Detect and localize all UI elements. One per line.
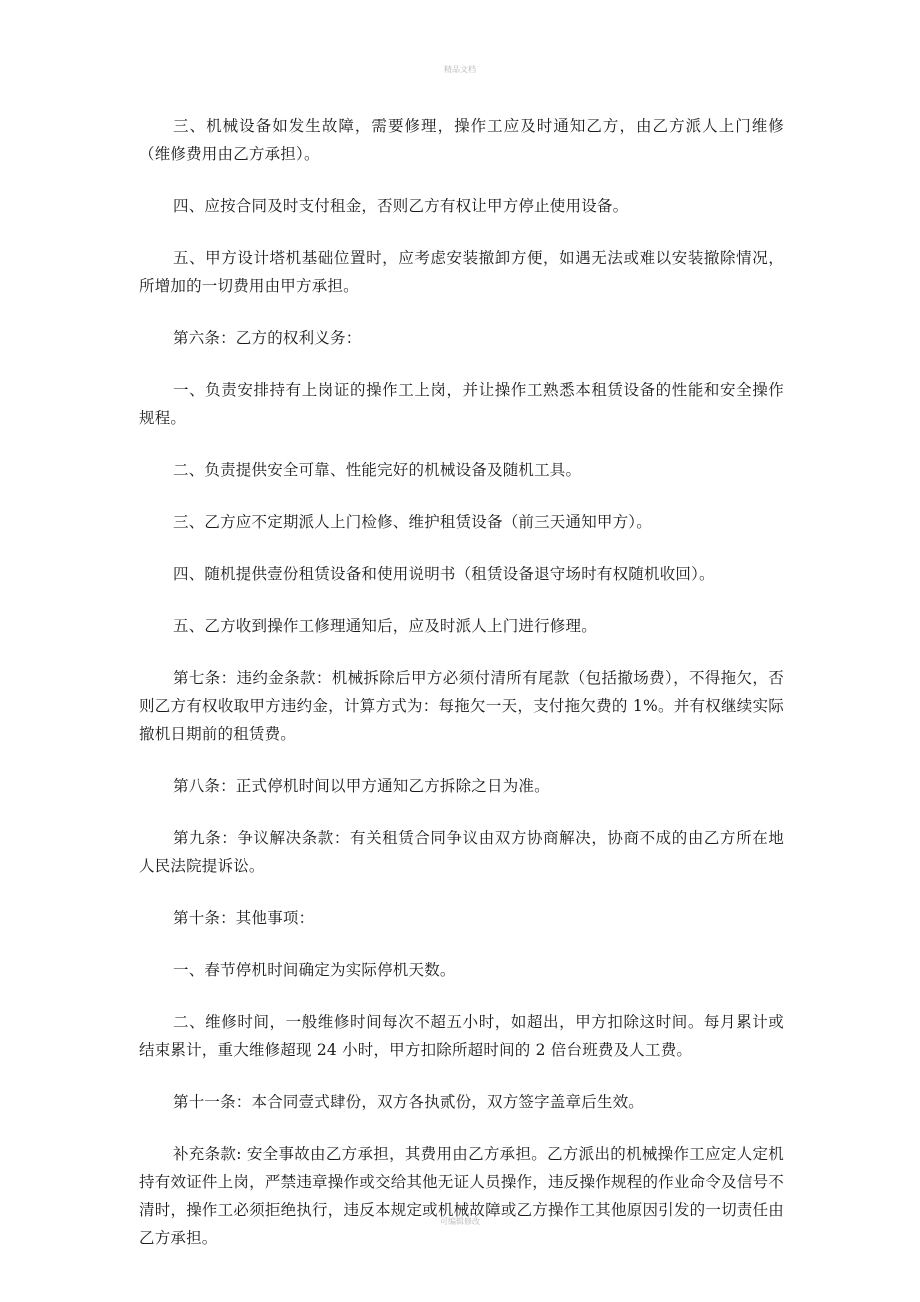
paragraph-article-8-stop-time: 第八条：正式停机时间以甲方通知乙方拆除之日为准。 bbox=[173, 777, 550, 795]
heading-article-6: 第六条：乙方的权利义务： bbox=[173, 329, 362, 347]
paragraph-article-10-item-2: 二、维修时间，一般维修时间每次不超五小时，如超出，甲方扣除这时间。每月累计或结束累计，重大维修超现 24 小时，甲方扣除所超时间的 2 倍台班费及人工费。 bbox=[139, 1013, 784, 1059]
paragraph-article-11-copies: 第十一条：本合同壹式肆份，双方各执贰份，双方签字盖章后生效。 bbox=[173, 1093, 645, 1111]
paragraph-article-10-item-1: 一、春节停机时间确定为实际停机天数。 bbox=[173, 961, 456, 979]
paragraph-article-6-item-2: 二、负责提供安全可靠、性能完好的机械设备及随机工具。 bbox=[173, 461, 582, 479]
paragraph-clause-5-foundation: 五、甲方设计塔机基础位置时，应考虑安装撤卸方便，如遇无法或难以安装撤除情况，所增加的一切费用由甲方承担。 bbox=[139, 249, 784, 295]
paragraph-clause-4-payment: 四、应按合同及时支付租金，否则乙方有权让甲方停止使用设备。 bbox=[173, 197, 629, 215]
paragraph-article-6-item-3: 三、乙方应不定期派人上门检修、维护租赁设备（前三天通知甲方）。 bbox=[173, 513, 652, 531]
paragraph-article-9-dispute: 第九条：争议解决条款：有关租赁合同争议由双方协商解决，协商不成的由乙方所在地人民法院提诉讼。 bbox=[139, 829, 784, 875]
paragraph-article-7-penalty: 第七条：违约金条款：机械拆除后甲方必须付清所有尾款（包括撤场费），不得拖欠，否则乙方有权收取甲方违约金，计算方式为：每拖欠一天，支付拖欠费的 1%。并有权继续实际撤机日期前的租赁费。 bbox=[139, 669, 784, 743]
document-body bbox=[139, 112, 784, 1276]
paragraph-clause-3-repair: 三、机械设备如发生故障，需要修理，操作工应及时通知乙方，由乙方派人上门维修（维修费用由乙方承担）。 bbox=[139, 117, 784, 163]
page-header-mark: 精品文档 bbox=[444, 65, 476, 74]
paragraph-article-6-item-1: 一、负责安排持有上岗证的操作工上岗，并让操作工熟悉本租赁设备的性能和安全操作规程。 bbox=[139, 381, 784, 427]
page-footer-mark: 可编辑修改 bbox=[440, 1217, 480, 1226]
heading-article-10: 第十条：其他事项： bbox=[173, 909, 315, 927]
paragraph-article-6-item-4: 四、随机提供壹份租赁设备和使用说明书（租赁设备退守场时有权随机收回）。 bbox=[173, 565, 715, 583]
paragraph-article-6-item-5: 五、乙方收到操作工修理通知后，应及时派人上门进行修理。 bbox=[173, 617, 597, 635]
paragraph-supplementary-terms: 补充条款: 安全事故由乙方承担，其费用由乙方承担。乙方派出的机械操作工应定人定机持有效证件上岗，严禁违章操作或交给其他无证人员操作，违反操作规程的作业命令及信号不清时，操作工必须拒绝执行，违反本规定或机械故障或乙方操作工其他原因引发的一切责任由乙方承担。 bbox=[139, 1145, 784, 1247]
